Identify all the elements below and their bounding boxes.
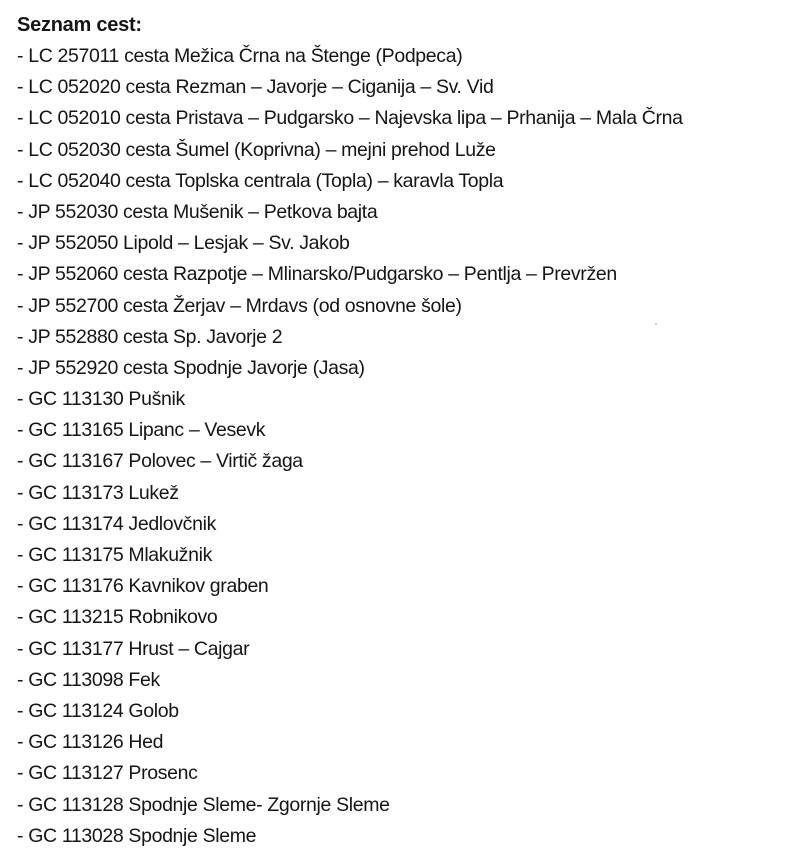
road-item: - JP 552880 cesta Sp. Javorje 2 (17, 325, 283, 348)
road-item: - GC 113173 Lukež (17, 481, 179, 504)
road-item: - GC 113174 Jedlovčnik (17, 512, 216, 535)
road-item: - LC 052030 cesta Šumel (Koprivna) – mejni prehod Luže (17, 138, 496, 161)
road-item: - JP 552920 cesta Spodnje Javorje (Jasa) (17, 356, 365, 379)
list-heading: Seznam cest: (17, 14, 142, 36)
road-item: - GC 113124 Golob (17, 699, 179, 722)
road-item: - JP 552060 cesta Razpotje – Mlinarsko/Pudgarsko – Pentlja – Prevržen (17, 263, 617, 286)
road-item: - JP 552030 cesta Mušenik – Petkova bajta (17, 200, 378, 223)
road-item: - GC 113028 Spodnje Sleme (17, 824, 257, 847)
road-item: - LC 052020 cesta Rezman – Javorje – Ciganija – Sv. Vid (17, 76, 494, 99)
road-item: - LC 052040 cesta Toplska centrala (Topla) – karavla Topla (17, 169, 504, 192)
road-item: - GC 113165 Lipanc – Vesevk (17, 419, 266, 442)
scan-speck (655, 323, 657, 325)
road-item: - GC 113098 Fek (17, 668, 160, 691)
road-item: - GC 113175 Mlakužnik (17, 544, 212, 566)
road-item: - GC 113215 Robnikovo (17, 606, 218, 629)
road-item: - GC 113128 Spodnje Sleme- Zgornje Sleme (17, 793, 390, 816)
road-item: - JP 552050 Lipold – Lesjak – Sv. Jakob (17, 232, 350, 255)
road-item: - LC 052010 cesta Pristava – Pudgarsko – Najevska lipa – Prhanija – Mala Črna (17, 107, 683, 130)
road-item: - JP 552700 cesta Žerjav – Mrdavs (od osnovne šole) (17, 294, 462, 317)
road-item: - GC 113177 Hrust – Cajgar (17, 637, 250, 660)
road-item: - GC 113167 Polovec – Virtič žaga (17, 450, 303, 473)
road-item: - GC 113176 Kavnikov graben (17, 575, 269, 598)
road-list (17, 41, 683, 852)
road-item: - GC 113126 Hed (17, 731, 164, 754)
road-item: - GC 113127 Prosenc (17, 762, 198, 785)
road-item: - LC 257011 cesta Mežica Črna na Štenge (Podpeca) (17, 45, 463, 67)
road-item: - GC 113130 Pušnik (17, 388, 185, 411)
